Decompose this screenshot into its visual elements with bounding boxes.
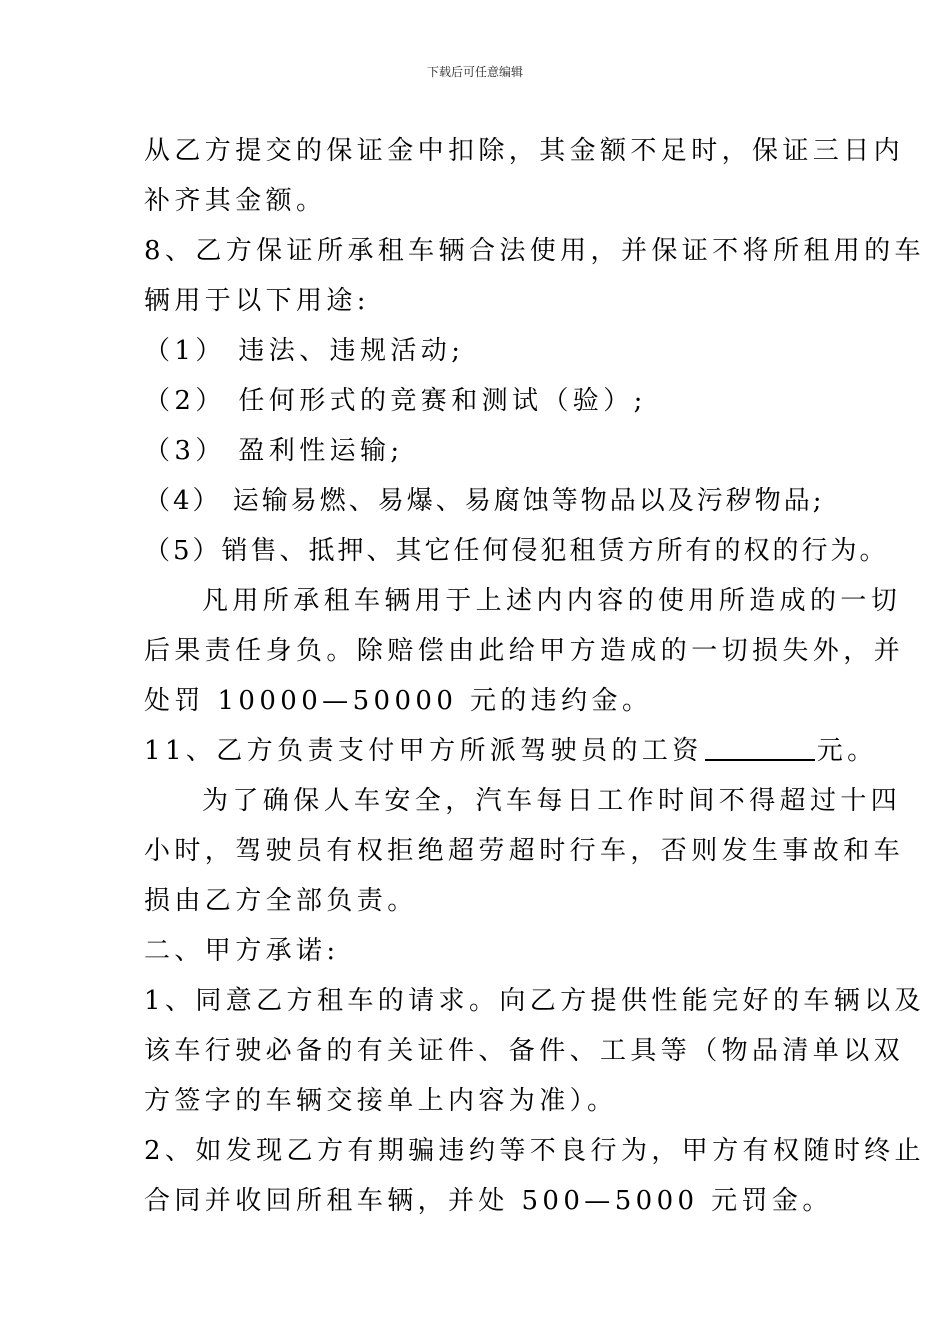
wage-unit: 元。 — [816, 736, 878, 766]
paragraph-line: 小时，驾驶员有权拒绝超劳超时行车，否则发生事故和车 — [144, 836, 905, 866]
list-item: （3） 盈利性运输; — [144, 436, 404, 466]
list-item: （1） 违法、违规活动; — [144, 336, 465, 366]
list-item: （2） 任何形式的竞赛和测试（验）; — [144, 386, 647, 416]
list-item: （4） 运输易燃、易爆、易腐蚀等物品以及污秽物品; — [144, 486, 825, 516]
clause-11-line — [144, 726, 878, 776]
paragraph-line: 为了确保人车安全，汽车每日工作时间不得超过十四 — [202, 786, 902, 816]
paragraph-line: 辆用于以下用途: — [144, 286, 370, 316]
wage-text: 11、乙方负责支付甲方所派驾驶员的工资 — [144, 736, 703, 766]
page-header: 下载后可任意编辑 — [426, 65, 523, 79]
wage-blank — [705, 735, 815, 761]
paragraph-line: 该车行驶必备的有关证件、备件、工具等（物品清单以双 — [144, 1036, 905, 1066]
paragraph-line: 方签字的车辆交接单上内容为准）。 — [144, 1086, 618, 1116]
paragraph-line: 处罚 10000—50000 元的违约金。 — [144, 686, 653, 716]
clause-line: 2、如发现乙方有期骗违约等不良行为，甲方有权随时终止 — [144, 1136, 925, 1166]
section-heading: 二、甲方承诺: — [144, 936, 340, 966]
paragraph-line: 从乙方提交的保证金中扣除，其金额不足时，保证三日内 — [144, 136, 905, 166]
paragraph-line: 损由乙方全部负责。 — [144, 886, 418, 916]
paragraph-line: 后果责任身负。除赔偿由此给甲方造成的一切损失外，并 — [144, 636, 905, 666]
paragraph-line: 凡用所承租车辆用于上述内内容的使用所造成的一切 — [202, 586, 902, 616]
clause-8-line: 8、乙方保证所承租车辆合法使用，并保证不将所租用的车 — [144, 236, 925, 266]
clause-line: 1、同意乙方租车的请求。向乙方提供性能完好的车辆以及 — [144, 986, 925, 1016]
paragraph-line: 合同并收回所租车辆，并处 500—5000 元罚金。 — [144, 1186, 833, 1216]
document-body — [144, 126, 925, 1226]
paragraph-line: 补齐其金额。 — [144, 186, 327, 216]
list-item: （5）销售、抵押、其它任何侵犯租赁方所有的权的行为。 — [144, 536, 889, 566]
